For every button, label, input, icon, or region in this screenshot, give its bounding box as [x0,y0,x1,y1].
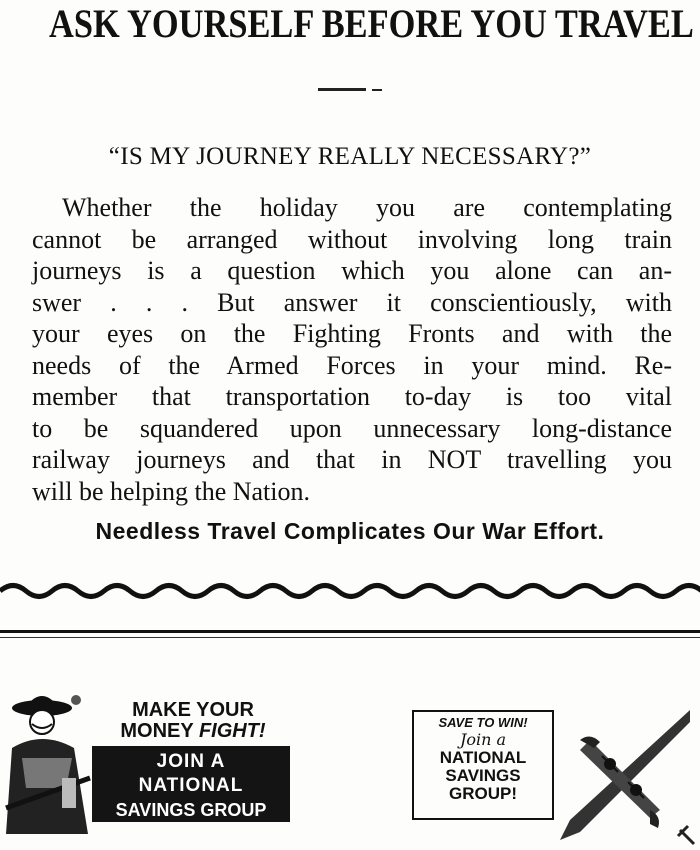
ad-left-box-line2: NATIONAL [138,775,244,796]
wavy-border [0,578,700,604]
column-rule-thick [0,630,700,633]
body-paragraph [32,192,672,507]
question-heading: “IS MY JOURNEY REALLY NECESSARY?” [108,143,592,170]
ad-left-box [92,746,290,822]
headline: ASK YOURSELF BEFORE YOU TRAVEL [49,1,694,46]
body-line: journeys is a question which you alone can an- [32,256,672,285]
body-line: member that transportation to-day is too vital [32,382,672,411]
body-line: Whether the holiday you are contemplating [62,193,672,222]
body-line: your eyes on the Fighting Fronts and with the [32,319,672,348]
column-rule-thin [0,637,700,638]
ad-left-headline [98,700,288,742]
ad-left-line2 [98,721,288,742]
ad-right-line4: SAVINGS [445,766,521,785]
body-line: to be squandered upon unnecessary long-distance [32,413,672,443]
ad-right-line3: NATIONAL [439,748,527,767]
divider-dash-small [372,89,382,91]
ad-left-line1: MAKE YOUR [132,699,254,721]
ad-left-box-line3: SAVINGS GROUP [115,800,267,820]
bomber-plane-illustration [550,700,700,850]
body-line: railway journeys and that in NOT travelling you [32,445,672,474]
soldier-illustration [2,688,94,838]
ad-left-money: MONEY [120,720,199,742]
divider-dash [318,88,366,91]
ad-left-box-line1: JOIN A [156,751,226,772]
body-line: swer . . . But answer it conscientiously, with [32,287,672,317]
body-line: cannot be arranged without involving long train [32,224,672,254]
ad-right-line5: GROUP! [449,784,517,803]
body-line: needs of the Armed Forces in your mind. Re- [32,350,672,380]
ad-right-line2: Join a [459,730,507,749]
slogan: Needless Travel Complicates Our War Effort. [95,518,605,544]
ad-left-fight: FIGHT! [198,720,266,742]
ad-right-box [412,710,554,820]
body-line: will be helping the Nation. [32,476,311,506]
ad-right-line1: SAVE TO WIN! [438,715,528,730]
